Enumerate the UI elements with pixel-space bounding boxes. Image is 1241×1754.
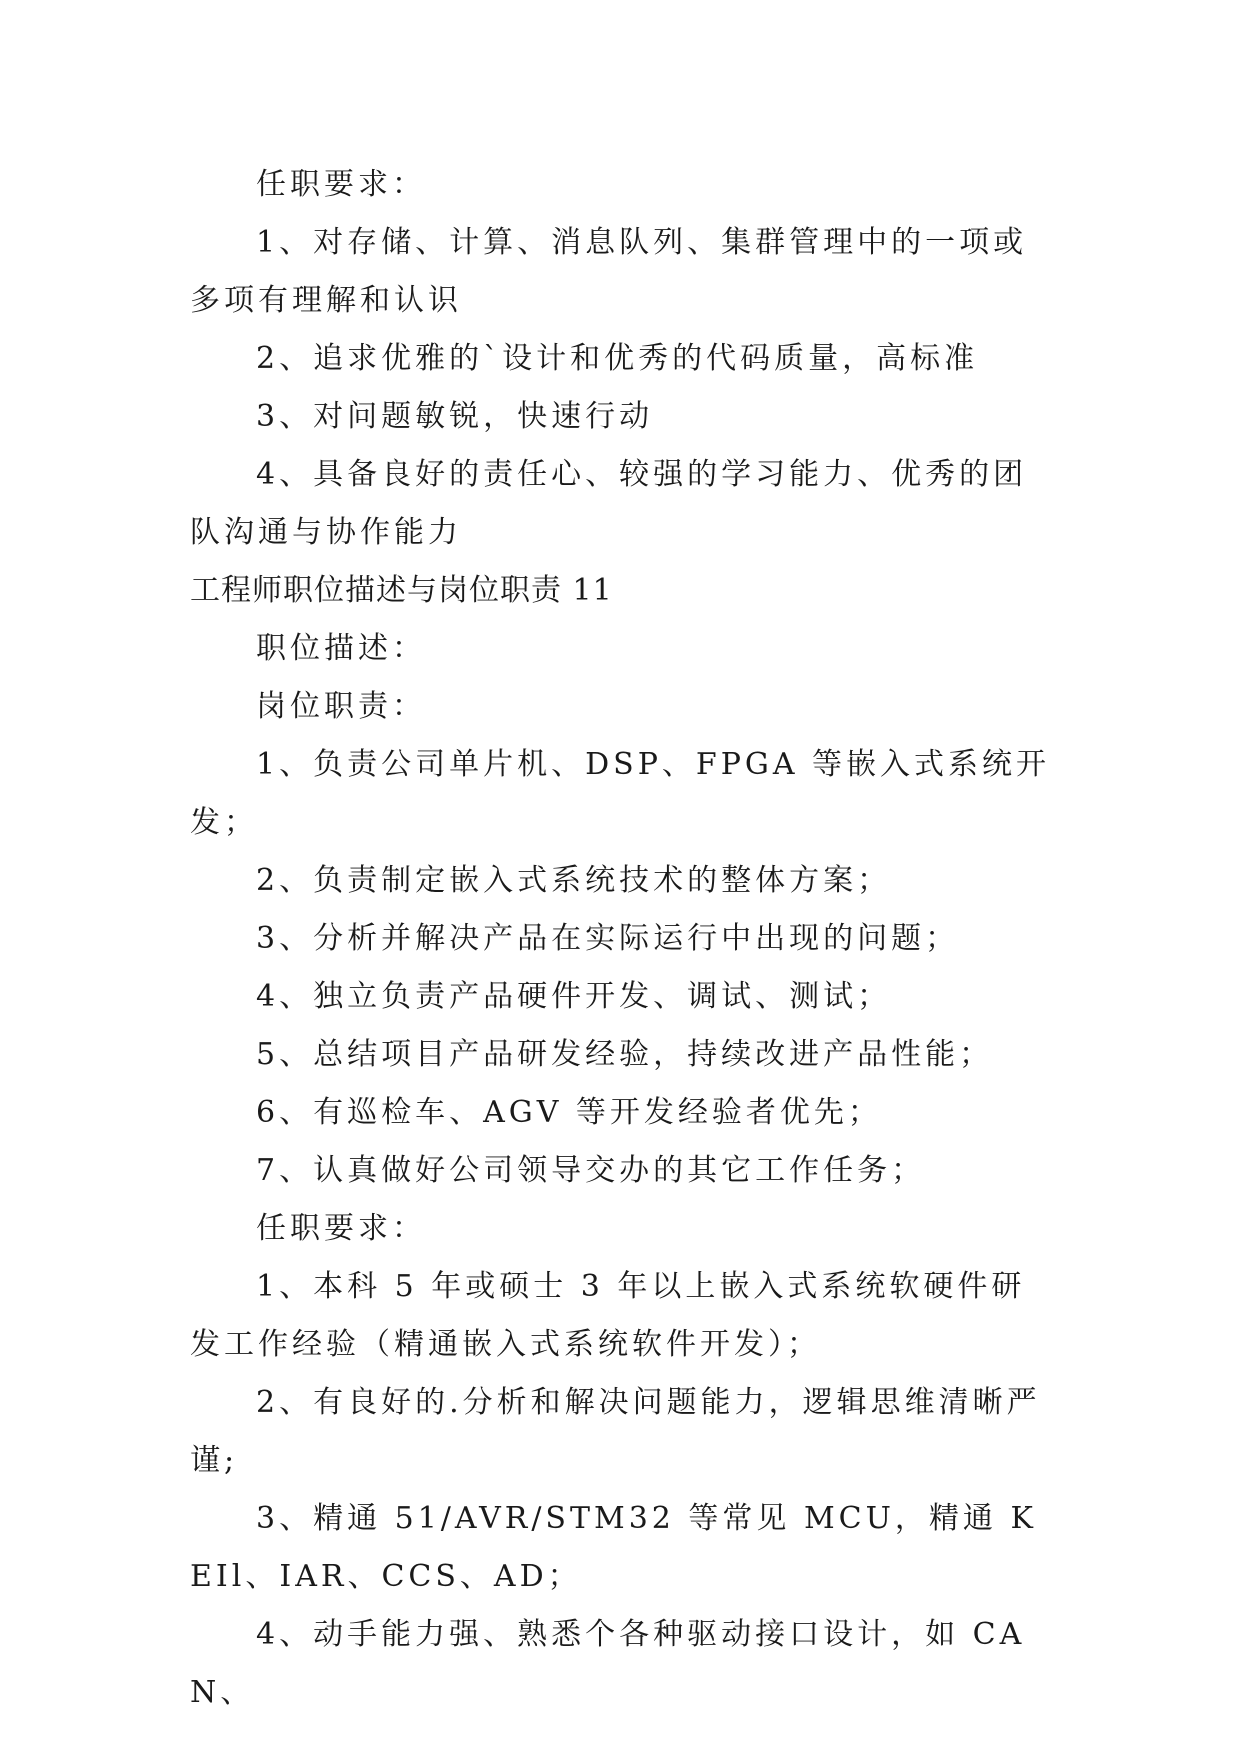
paragraph: 7、认真做好公司领导交办的其它工作任务； [256,1153,926,1188]
paragraph: 任职要求： [256,167,426,202]
paragraph: 2、有良好的.分析和解决问题能力，逻辑思维清晰严谨; [190,1385,1041,1478]
paragraph: 3、精通 51/AVR/STM32 等常见 MCU，精通 KEIl、IAR、CCS、AD； [190,1501,1037,1594]
paragraph: 4、具备良好的责任心、较强的学习能力、优秀的团队沟通与协作能力 [190,457,1028,550]
paragraph: 2、负责制定嵌入式系统技术的整体方案； [256,863,892,898]
document-body [190,156,1052,1722]
paragraph: 1、对存储、计算、消息队列、集群管理中的一项或多项有理解和认识 [190,225,1028,318]
paragraph: 6、有巡检车、AGV 等开发经验者优先； [256,1095,882,1130]
paragraph: 1、负责公司单片机、DSP、FPGA 等嵌入式系统开发； [190,747,1051,840]
paragraph: 3、对问题敏锐，快速行动 [256,399,654,434]
paragraph: 3、分析并解决产品在实际运行中出现的问题； [256,921,960,956]
paragraph: 1、本科 5 年或硕士 3 年以上嵌入式系统软硬件研发工作经验（精通嵌入式系统软件开发）； [190,1269,1026,1362]
paragraph: 岗位职责： [256,689,426,724]
paragraph: 职位描述： [256,631,426,666]
paragraph: 4、独立负责产品硬件开发、调试、测试； [256,979,892,1014]
paragraph: 2、追求优雅的`设计和优秀的代码质量，高标准 [256,341,979,376]
paragraph: 4、动手能力强、熟悉个各种驱动接口设计，如 CAN、 [190,1617,1026,1710]
paragraph: 任职要求： [256,1211,426,1246]
paragraph: 5、总结项目产品研发经验，持续改进产品性能； [256,1037,994,1072]
section-title: 工程师职位描述与岗位职责 11 [190,573,613,608]
